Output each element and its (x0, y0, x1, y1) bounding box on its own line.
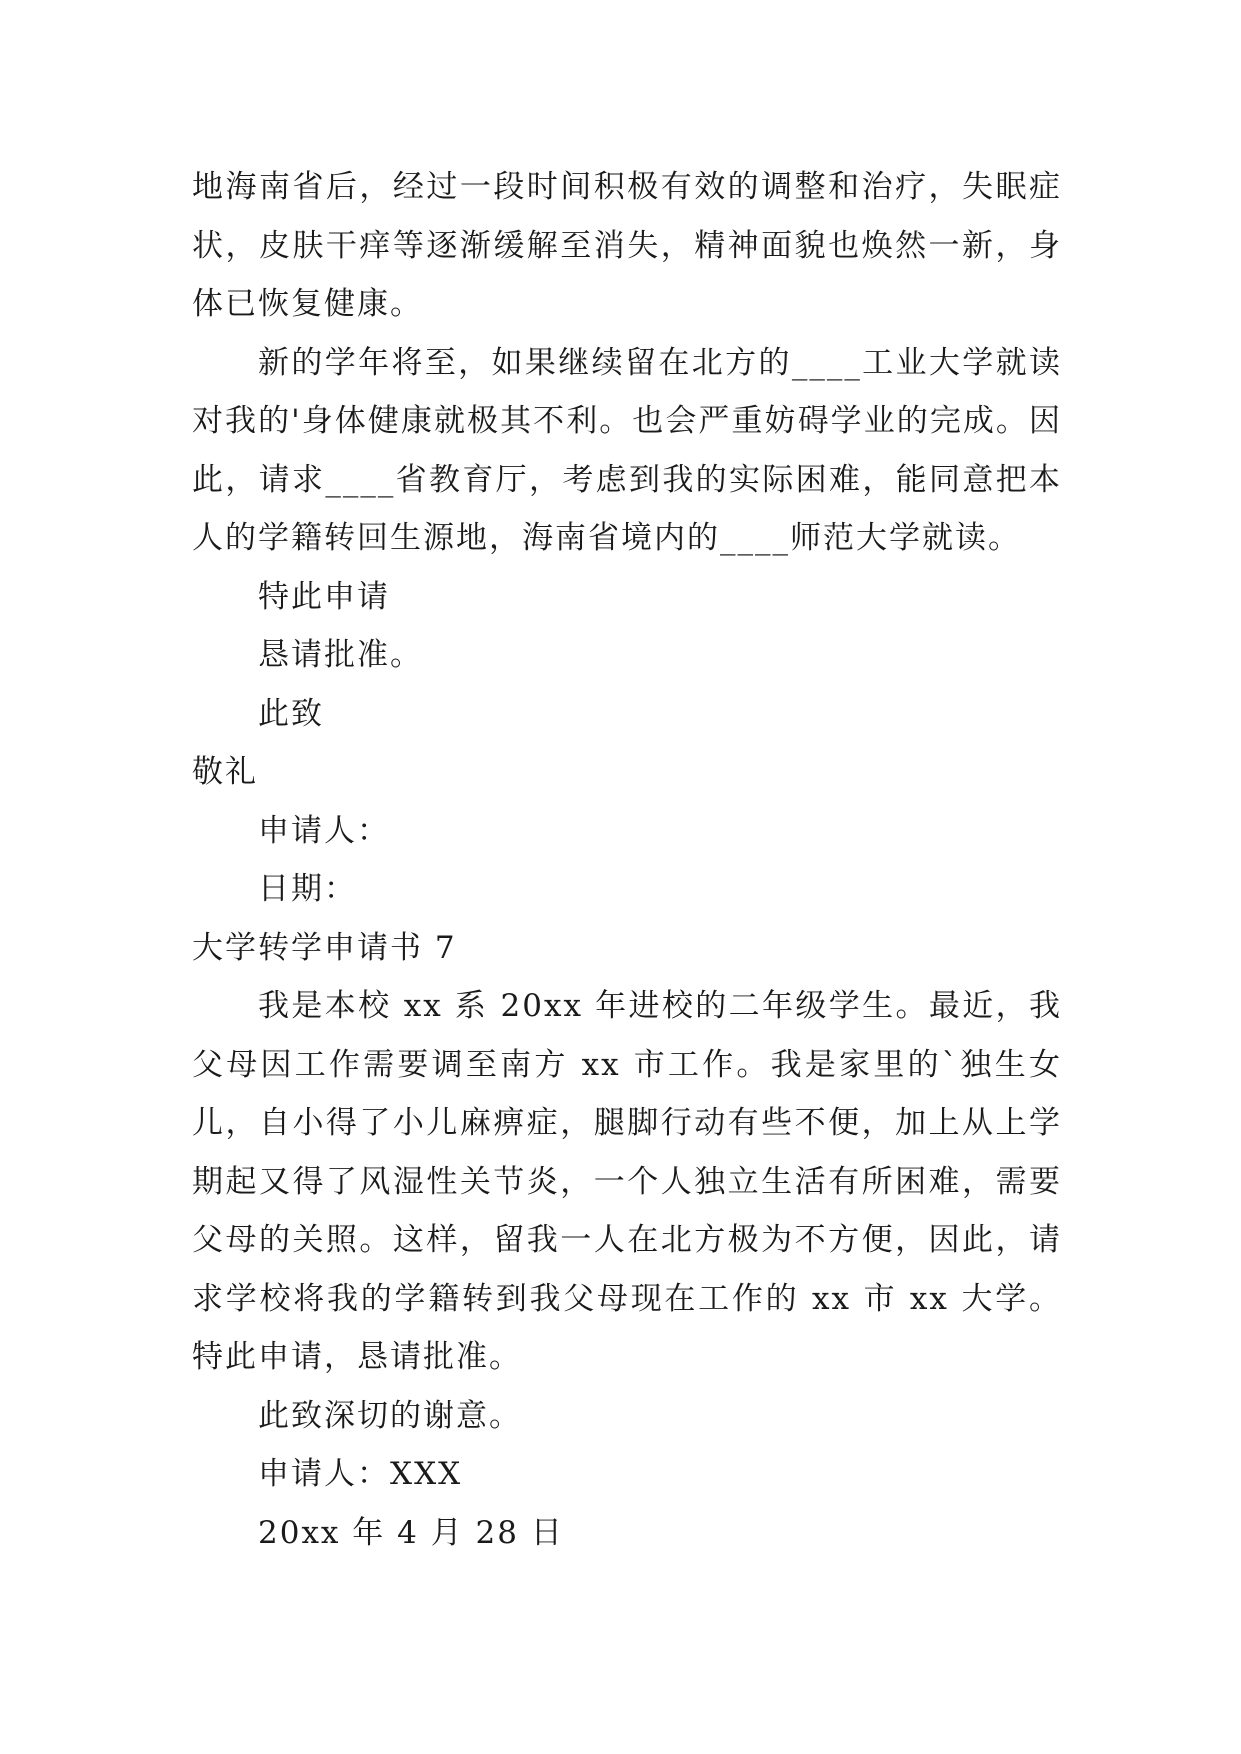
paragraph-transfer-body: 我是本校 xx 系 20xx 年进校的二年级学生。最近，我父母因工作需要调至南方 xx 市工作。我是家里的`独生女儿，自小得了小儿麻痹症，腿脚行动有些不便，加上从上学期起又得了风湿性关节炎，一个人独立生活有所困难，需要父母的关照。这样，留我一人在北方极为不方便，因此，请求学校将我的学籍转到我父母现在工作的 xx 市 xx 大学。特此申请，恳请批准。 (192, 988, 1062, 1375)
paragraph-please-approve: 恳请批准。 (258, 637, 423, 673)
document-body (192, 158, 1062, 1562)
paragraph-thanks: 此致深切的谢意。 (258, 1397, 522, 1434)
paragraph-applicant-signature: 申请人：XXX (258, 1456, 463, 1492)
paragraph-date-label: 日期： (258, 871, 357, 907)
paragraph-salutation: 此致 (258, 695, 324, 732)
paragraph-regards: 敬礼 (192, 754, 258, 790)
paragraph-hereby-apply: 特此申请 (258, 578, 390, 615)
paragraph-recovery: 地海南省后，经过一段时间积极有效的调整和治疗，失眠症状，皮肤干痒等逐渐缓解至消失，精神面貌也焕然一新，身体已恢复健康。 (192, 169, 1062, 322)
paragraph-date: 20xx 年 4 月 28 日 (258, 1514, 564, 1551)
paragraph-request: 新的学年将至，如果继续留在北方的____工业大学就读对我的'身体健康就极其不利。也会严重妨碍学业的完成。因此，请求____省教育厅，考虑到我的实际困难，能同意把本人的学籍转回生源地，海南省境内的____师范大学就读。 (192, 344, 1062, 556)
section-heading: 大学转学申请书 7 (192, 929, 457, 966)
paragraph-applicant-label: 申请人： (258, 812, 390, 849)
